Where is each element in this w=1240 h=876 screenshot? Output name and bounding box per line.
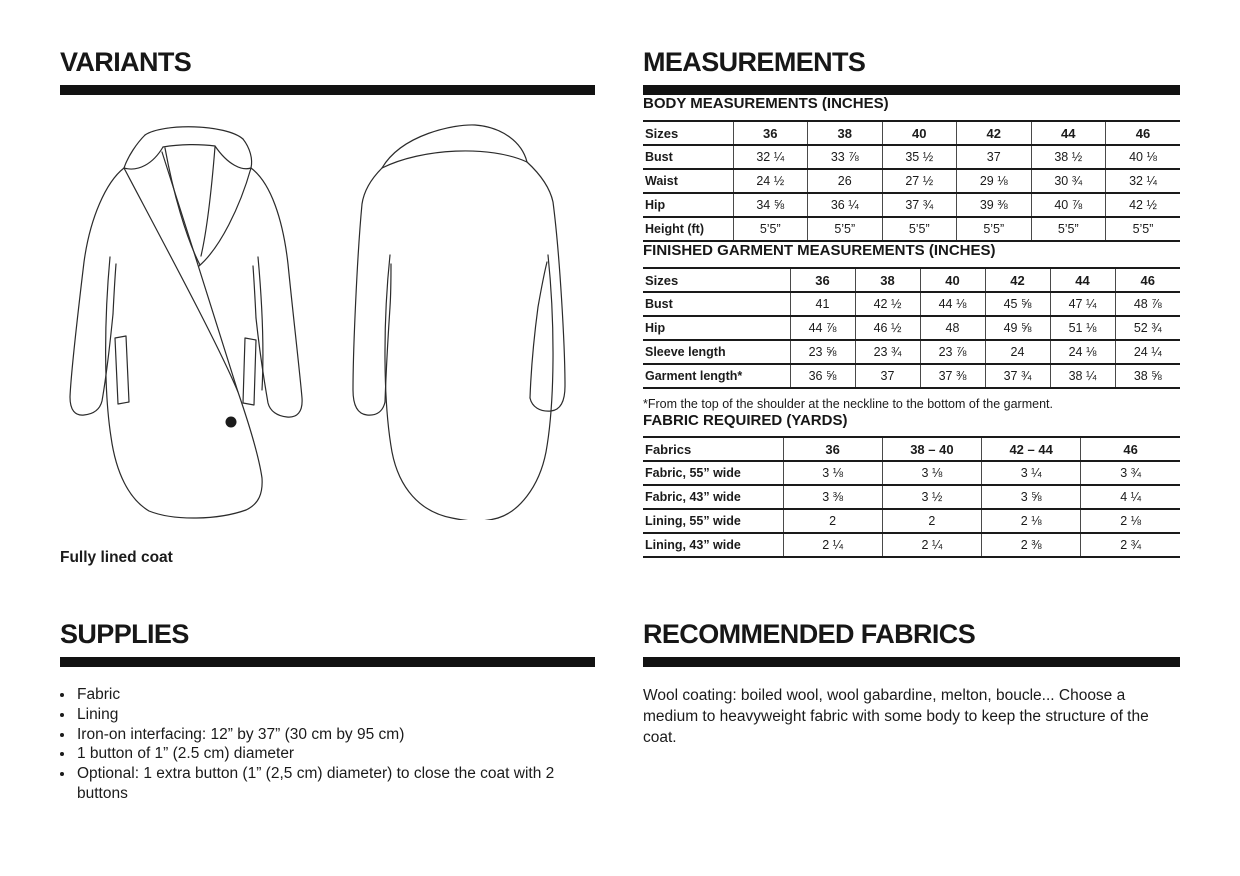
body-measurements-table xyxy=(643,120,1180,242)
table-cell: 3 ⅛ xyxy=(882,461,981,485)
row-label: Lining, 55” wide xyxy=(643,509,783,533)
table-cell: 38 ½ xyxy=(1031,145,1106,169)
table-cell: 2 ¼ xyxy=(882,533,981,557)
size-column-header: 38 xyxy=(855,268,920,292)
section-rule xyxy=(643,85,1180,95)
table-cell: 44 ⅞ xyxy=(790,316,855,340)
table-cell: 23 ⅞ xyxy=(920,340,985,364)
table-cell: 33 ⅞ xyxy=(808,145,883,169)
finished-garment-table xyxy=(643,267,1180,389)
row-label: Hip xyxy=(643,316,790,340)
supplies-list xyxy=(60,685,595,804)
table-cell: 40 ⅛ xyxy=(1106,145,1181,169)
table-cell: 26 xyxy=(808,169,883,193)
size-column-header: 36 xyxy=(783,437,882,461)
table-cell: 42 ½ xyxy=(1106,193,1181,217)
table-corner-label: Fabrics xyxy=(643,437,783,461)
finished-garment-heading: FINISHED GARMENT MEASUREMENTS (INCHES) xyxy=(643,242,996,259)
table-cell: 2 ¾ xyxy=(1081,533,1180,557)
coat-illustrations xyxy=(60,122,595,524)
row-label: Hip xyxy=(643,193,733,217)
supplies-item: • Optional: 1 extra button (1” (2,5 cm) diameter) to close the coat with 2 buttons xyxy=(75,764,595,804)
table-row xyxy=(643,145,1180,169)
fabric-required-table xyxy=(643,436,1180,558)
table-cell: 5’5” xyxy=(1031,217,1106,241)
body-measurements-heading: BODY MEASUREMENTS (INCHES) xyxy=(643,95,889,112)
table-cell: 24 xyxy=(985,340,1050,364)
coat-back-illustration xyxy=(350,122,590,520)
table-cell: 29 ⅛ xyxy=(957,169,1032,193)
section-rule xyxy=(643,657,1180,667)
variant-caption: Fully lined coat xyxy=(60,549,173,566)
table-cell: 3 ½ xyxy=(882,485,981,509)
recommended-fabrics-text: Wool coating: boiled wool, wool gabardine, melton, boucle... Choose a medium to heavyweight fabric with some body to keep the structure of the coat. xyxy=(643,687,1149,746)
table-cell: 27 ½ xyxy=(882,169,957,193)
size-column-header: 42 xyxy=(985,268,1050,292)
row-label: Fabric, 43” wide xyxy=(643,485,783,509)
table-header-row xyxy=(643,121,1180,145)
row-label: Bust xyxy=(643,292,790,316)
size-column-header: 40 xyxy=(920,268,985,292)
table-cell: 3 ¼ xyxy=(982,461,1081,485)
supplies-section xyxy=(60,620,595,804)
table-corner-label: Sizes xyxy=(643,268,790,292)
size-column-header: 44 xyxy=(1050,268,1115,292)
size-column-header: 36 xyxy=(733,121,808,145)
table-cell: 23 ⅝ xyxy=(790,340,855,364)
size-column-header: 44 xyxy=(1031,121,1106,145)
size-column-header: 46 xyxy=(1081,437,1180,461)
garment-length-footnote: *From the top of the shoulder at the neckline to the bottom of the garment. xyxy=(643,397,1053,411)
table-cell: 4 ¼ xyxy=(1081,485,1180,509)
table-cell: 2 ¼ xyxy=(783,533,882,557)
table-row xyxy=(643,509,1180,533)
table-cell: 36 ⅝ xyxy=(790,364,855,388)
table-cell: 30 ¾ xyxy=(1031,169,1106,193)
size-column-header: 46 xyxy=(1115,268,1180,292)
table-cell: 2 ⅛ xyxy=(1081,509,1180,533)
table-cell: 38 ⅝ xyxy=(1115,364,1180,388)
measurements-section xyxy=(643,48,1180,558)
supplies-item: • Lining xyxy=(75,705,595,725)
table-cell: 2 ⅜ xyxy=(982,533,1081,557)
table-cell: 51 ⅛ xyxy=(1050,316,1115,340)
table-cell: 37 ¾ xyxy=(985,364,1050,388)
table-cell: 40 ⅞ xyxy=(1031,193,1106,217)
table-cell: 23 ¾ xyxy=(855,340,920,364)
table-cell: 42 ½ xyxy=(855,292,920,316)
size-column-header: 36 xyxy=(790,268,855,292)
measurements-title: MEASUREMENTS xyxy=(643,47,866,77)
row-label: Sleeve length xyxy=(643,340,790,364)
row-label: Height (ft) xyxy=(643,217,733,241)
section-rule xyxy=(60,85,595,95)
table-cell: 41 xyxy=(790,292,855,316)
coat-button xyxy=(226,417,237,428)
table-header-row xyxy=(643,437,1180,461)
supplies-item: • 1 button of 1” (2.5 cm) diameter xyxy=(75,744,595,764)
table-cell: 48 xyxy=(920,316,985,340)
table-row xyxy=(643,461,1180,485)
section-rule xyxy=(60,657,595,667)
table-cell: 35 ½ xyxy=(882,145,957,169)
table-row xyxy=(643,316,1180,340)
size-column-header: 38 xyxy=(808,121,883,145)
recommended-fabrics-title: RECOMMENDED FABRICS xyxy=(643,619,976,649)
table-row xyxy=(643,340,1180,364)
table-row xyxy=(643,533,1180,557)
table-cell: 39 ⅜ xyxy=(957,193,1032,217)
table-cell: 52 ¾ xyxy=(1115,316,1180,340)
variants-title: VARIANTS xyxy=(60,47,192,77)
table-cell: 2 xyxy=(882,509,981,533)
fabric-required-heading: FABRIC REQUIRED (YARDS) xyxy=(643,412,848,429)
table-cell: 32 ¼ xyxy=(733,145,808,169)
table-cell: 24 ½ xyxy=(733,169,808,193)
size-column-header: 38 – 40 xyxy=(882,437,981,461)
table-cell: 49 ⅝ xyxy=(985,316,1050,340)
row-label: Bust xyxy=(643,145,733,169)
size-column-header: 42 xyxy=(957,121,1032,145)
table-cell: 36 ¼ xyxy=(808,193,883,217)
row-label: Waist xyxy=(643,169,733,193)
table-cell: 5’5” xyxy=(957,217,1032,241)
supplies-title: SUPPLIES xyxy=(60,619,189,649)
table-cell: 38 ¼ xyxy=(1050,364,1115,388)
table-cell: 24 ¼ xyxy=(1115,340,1180,364)
table-cell: 47 ¼ xyxy=(1050,292,1115,316)
size-column-header: 40 xyxy=(882,121,957,145)
table-cell: 3 ¾ xyxy=(1081,461,1180,485)
table-cell: 5’5” xyxy=(1106,217,1181,241)
table-cell: 37 xyxy=(957,145,1032,169)
row-label: Garment length* xyxy=(643,364,790,388)
table-cell: 5’5” xyxy=(733,217,808,241)
size-column-header: 46 xyxy=(1106,121,1181,145)
table-row xyxy=(643,217,1180,241)
table-cell: 3 ⅜ xyxy=(783,485,882,509)
table-cell: 3 ⅝ xyxy=(982,485,1081,509)
table-cell: 5’5” xyxy=(882,217,957,241)
table-cell: 2 ⅛ xyxy=(982,509,1081,533)
table-cell: 37 ¾ xyxy=(882,193,957,217)
table-cell: 34 ⅝ xyxy=(733,193,808,217)
table-cell: 45 ⅝ xyxy=(985,292,1050,316)
table-row xyxy=(643,193,1180,217)
table-cell: 32 ¼ xyxy=(1106,169,1181,193)
table-cell: 37 ⅜ xyxy=(920,364,985,388)
table-row xyxy=(643,485,1180,509)
coat-front-illustration xyxy=(68,122,313,524)
table-cell: 2 xyxy=(783,509,882,533)
table-cell: 37 xyxy=(855,364,920,388)
table-header-row xyxy=(643,268,1180,292)
size-column-header: 42 – 44 xyxy=(982,437,1081,461)
row-label: Lining, 43” wide xyxy=(643,533,783,557)
variants-section xyxy=(60,48,595,567)
table-cell: 24 ⅛ xyxy=(1050,340,1115,364)
table-row xyxy=(643,364,1180,388)
table-cell: 44 ⅛ xyxy=(920,292,985,316)
table-cell: 5’5” xyxy=(808,217,883,241)
recommended-fabrics-section xyxy=(643,620,1180,748)
table-row xyxy=(643,169,1180,193)
table-corner-label: Sizes xyxy=(643,121,733,145)
row-label: Fabric, 55” wide xyxy=(643,461,783,485)
table-cell: 3 ⅛ xyxy=(783,461,882,485)
table-cell: 48 ⅞ xyxy=(1115,292,1180,316)
supplies-item: • Iron-on interfacing: 12” by 37” (30 cm by 95 cm) xyxy=(75,725,595,745)
table-cell: 46 ½ xyxy=(855,316,920,340)
supplies-item: • Fabric xyxy=(75,685,595,705)
table-row xyxy=(643,292,1180,316)
